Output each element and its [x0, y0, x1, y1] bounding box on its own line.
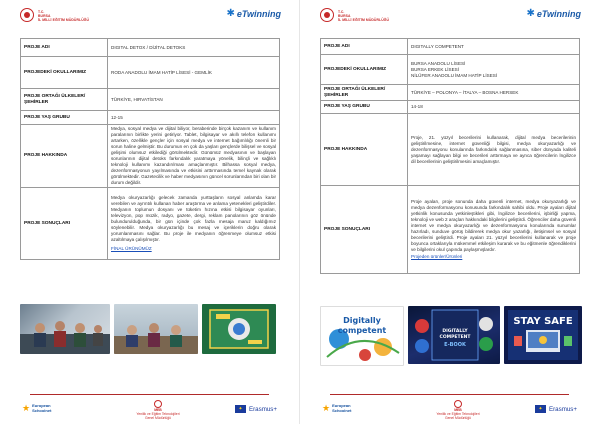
row-key: PROJE YAŞ GRUBU — [21, 111, 108, 125]
project-table — [20, 38, 280, 260]
page-header — [0, 0, 299, 34]
row-value: Medya, sosyal medya ve dijital biliyor, beraberinde birçok kazanım ve kullanım paralarının birlikte yerini getiriyor. Tablet, bilgisayar ve akıllı telefon kullanımı artarken, özellikle gençler için sosyal medya ve internet bağımlılığı önemli bir sorun haline gelmiştir. Bu durumun en çok da yaşları gençlerde bilişsel ve sosyal gelişimi olumsuz etkilediği görülmektedir. Günümüz medyasının ve başlayan sorunlarının dijital detoks farkındalık yaratmaya yönelik, bilinçli ve sağlıklı teknoloji kullanımı kazandırılması amaçlanmıştır. Bilhassa sosyal medya, dezenformasyonun yayılmasında ve etkisini arttırmasında temel kaynak olarak görülmektedir. Gazetecilik ve haber medyasının güncel sorunlarından biri olan bir durum değildir. — [108, 125, 280, 188]
photo-strip — [20, 304, 276, 354]
row-value: DIGITAL DETOX / DİJİTAL DETOKS — [108, 39, 280, 57]
svg-text:STAY SAFE: STAY SAFE — [513, 316, 573, 327]
right-page — [300, 0, 599, 424]
meb-logo-icon — [20, 8, 34, 22]
row-key: PROJE HAKKINDA — [21, 125, 108, 188]
row-key: PROJEDEKİ OKULLARIMIZ — [21, 57, 108, 89]
products-link[interactable]: Projeden ürünler/Ürünleri — [411, 254, 463, 259]
row-value: RODA ANADOLU İMAM HATİP LİSESİ - GEMLİK — [108, 57, 280, 89]
photo-stay-safe — [504, 306, 582, 364]
meb-emblem-icon — [454, 400, 462, 408]
photo-students-1 — [20, 304, 110, 354]
digitally-competent-logo-icon — [321, 307, 403, 365]
footer-divider — [30, 394, 269, 395]
meb-logo-icon — [320, 8, 334, 22]
etwinning-logo — [226, 9, 281, 19]
row-key: PROJE SONUÇLARI — [21, 188, 108, 260]
row-value: BURSA ANADOLU LİSESİ BURSA ERKEK LİSESİ NİLÜFER ANADOLU İMAM HATİP LİSESİ — [408, 55, 580, 85]
results-text: Medya okuryazarlığı gelecek zamanda yurttaşların sosyal anlamda karar verebilen ve ayrıntılı kullanan haber araştırma ve anlama yetenekleri geliştirdiler. Medyanın toplumun dosyanı ve tüketim hızına etkisi bilgisayar oyunları, televizyon, pop müzik, radyo, gazete, dergi, reklam panolarının göz önünde bulundurulduğunda, bir gün içinde çok fazla mesaja maruz kaldığımız söylenebilir. Medya okuryazarlığı bu mesaj ve içeriklerin doğru olarak yorumlanmasını sağlar. Bu proje ile medyanın öğrenmeye olumsuz etkisi azaltılmaya çalışılmıştır. — [111, 195, 276, 242]
erasmus-logo: ✦ Erasmus+ — [535, 405, 577, 413]
row-key: PROJE YAŞ GRUBU — [321, 101, 408, 114]
page-footer — [300, 392, 599, 424]
photo-strip — [320, 306, 582, 366]
svg-text:competent: competent — [337, 326, 387, 335]
european-schoolnet-logo: ★ European Schoolnet — [22, 403, 52, 414]
meb-logo-text: T.C. BURSA İL MİLLİ EĞİTİM MÜDÜRLÜĞÜ — [38, 10, 90, 22]
photo-poster — [202, 304, 276, 354]
final-product-link[interactable]: FİNAL ÜRÜNÜMÜZ — [111, 246, 152, 251]
schoolnet-star-icon: ★ — [322, 403, 331, 414]
row-key: PROJE ADI — [321, 39, 408, 55]
row-value: DIGITALLY COMPETENT — [408, 39, 580, 55]
etwinning-label: eTwinning — [536, 9, 581, 19]
row-key: PROJE SONUÇLARI — [321, 186, 408, 274]
row-value: 12-15 — [108, 111, 280, 125]
row-value: 14-18 — [408, 101, 580, 114]
etwinning-label: eTwinning — [236, 9, 281, 19]
poster-icon — [202, 304, 276, 354]
row-value: Proje, 21. yüzyıl becerilerini kullanarak, dijital medya becerilerinin geliştirilmesine, internet güvenliği bilgisi, medya okuryazarlığı ve dezenformasyonu konularında farkındalık sağlanmasına, siber dünyada kaliteli yaşamayı sağlayan bilgi ve becerileri arttırmaya ve aynca öğrencilerin İngilizce dil becerilerinin geliştirilmesini amaçlamıştır. — [408, 114, 580, 186]
row-key: PROJE ORTAĞI ÜLKELER/ŞEHİRLER — [21, 89, 108, 111]
schoolnet-star-icon: ★ — [22, 403, 31, 414]
svg-text:DIGITALLY: DIGITALLY — [442, 329, 468, 334]
classroom-icon — [114, 304, 198, 354]
svg-text:E-BOOK: E-BOOK — [444, 342, 466, 348]
svg-text:COMPETENT: COMPETENT — [439, 335, 471, 340]
project-table — [320, 38, 580, 274]
footer-divider — [330, 394, 569, 395]
left-page — [0, 0, 299, 424]
page-footer — [0, 392, 299, 424]
results-text: Proje ayaları, proje sonunda daha güvenli internet, medya okuryazarlığı ve medya dezenformasyonu konusunda farkındalık sahibi oldu. Proje ayaları dijital yetkinlik konusunda yetkinleştikleri gibi, İngilizce becerilerini, işbirliği yapma, teknoloji ve web 2 araçları hakkındaki bilgilerini geliştirdi. Öğrenciler daha güvenli internet ve medya okuryazarlığı ve dezenformasyonu konularında sunumlar hazırladı, sunduve görüş bildirerek medya okur yazarlığı, iletişimsel ve sosyal becerilerini geliştirdi. Proje ayaları 21. yüzyıl becerilerini kullanarak ve proje boyunca ortaklarıyla mükemmel etkileşim kurarak ve bu eğitmenle öğrendiklerini ve bilgilerini okul çapında paylaşmışlardır. — [411, 199, 576, 252]
eu-flag-icon: ✦ — [535, 405, 546, 413]
meb-logo-text: T.C. BURSA İL MİLLİ EĞİTİM MÜDÜRLÜĞÜ — [338, 10, 390, 22]
meb-emblem-icon — [154, 400, 162, 408]
european-schoolnet-logo: ★ European Schoolnet — [322, 403, 352, 414]
row-value — [408, 186, 580, 274]
row-value: TÜRKİYE – POLONYA – İTALYA – BOSNA HERSEK — [408, 85, 580, 101]
photo-digitally-competent — [320, 306, 404, 366]
students-group-icon — [20, 304, 110, 354]
row-key: PROJEDEKİ OKULLARIMIZ — [321, 55, 408, 85]
row-value: TÜRKİYE, HIRVATİSTAN — [108, 89, 280, 111]
photo-students-2 — [114, 304, 198, 354]
row-key: PROJE HAKKINDA — [321, 114, 408, 186]
stay-safe-poster-icon — [504, 306, 582, 364]
yegitek-logo: MEB Yenilik ve Eğitim Teknolojileri Genel Müdürlüğü — [128, 400, 188, 420]
etwinning-logo — [526, 9, 581, 19]
row-key: PROJE ADI — [21, 39, 108, 57]
row-value — [108, 188, 280, 260]
row-key: PROJE ORTAĞI ÜLKELER/ŞEHİRLER — [321, 85, 408, 101]
photo-e-book — [408, 306, 500, 364]
e-book-cover-icon — [408, 306, 500, 364]
etwinning-star-icon: ✱ — [526, 8, 535, 19]
page-header — [300, 0, 599, 34]
eu-flag-icon: ✦ — [235, 405, 246, 413]
etwinning-star-icon: ✱ — [226, 8, 235, 19]
caption-text: Digitally — [343, 316, 381, 325]
yegitek-logo: MEB Yenilik ve Eğitim Teknolojileri Genel Müdürlüğü — [428, 400, 488, 420]
erasmus-logo: ✦ Erasmus+ — [235, 405, 277, 413]
